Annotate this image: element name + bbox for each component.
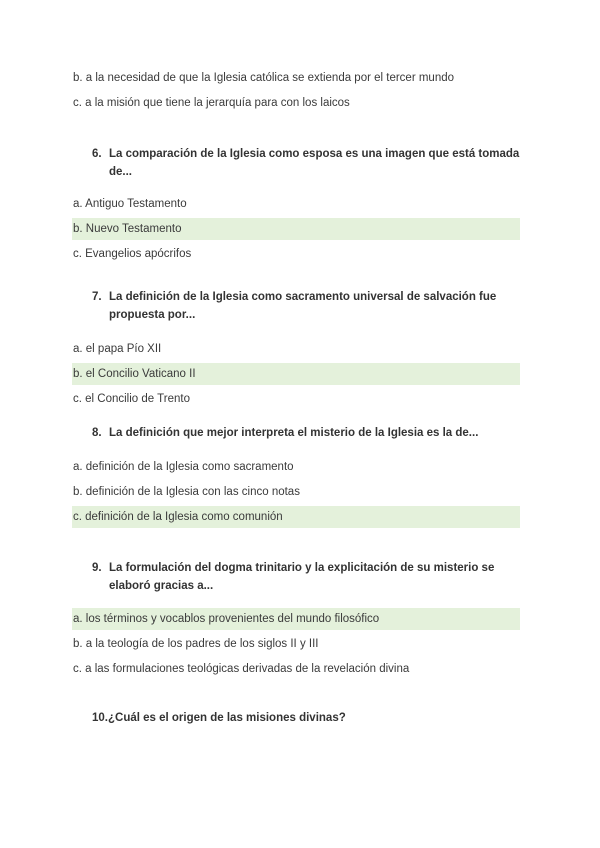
q8-option-b: b. definición de la Iglesia con las cinco notas <box>73 486 300 498</box>
q6-option-b-correct: b. Nuevo Testamento <box>72 218 520 240</box>
q8-option-a: a. definición de la Iglesia como sacramento <box>73 461 294 473</box>
question-6-number: 6. <box>92 148 102 160</box>
question-6 <box>92 146 532 181</box>
question-8 <box>92 425 532 443</box>
question-10-number: 10. <box>92 712 108 724</box>
q5-option-b: b. a la necesidad de que la Iglesia católica se extienda por el tercer mundo <box>73 72 455 84</box>
question-7-text: La definición de la Iglesia como sacramento universal de salvación fue propuesta por... <box>109 291 497 321</box>
question-9-text: La formulación del dogma trinitario y la explicitación de su misterio se elaboró gracias a... <box>109 562 495 592</box>
q6-option-c: c. Evangelios apócrifos <box>73 248 192 260</box>
q9-option-c: c. a las formulaciones teológicas derivadas de la revelación divina <box>73 663 410 675</box>
question-8-text: La definición que mejor interpreta el misterio de la Iglesia es la de... <box>109 427 479 439</box>
question-10-text: ¿Cuál es el origen de las misiones divinas? <box>108 712 346 724</box>
question-8-number: 8. <box>92 427 102 439</box>
q6-option-a: a. Antiguo Testamento <box>73 198 187 210</box>
q8-option-c-correct: c. definición de la Iglesia como comunión <box>72 506 520 528</box>
q7-option-b-correct: b. el Concilio Vaticano II <box>72 363 520 385</box>
q7-option-a: a. el papa Pío XII <box>73 343 162 355</box>
q9-option-b: b. a la teología de los padres de los siglos II y III <box>73 638 319 650</box>
question-10 <box>92 710 532 728</box>
question-6-text: La comparación de la Iglesia como esposa es una imagen que está tomada de... <box>109 148 520 178</box>
q9-option-a-correct: a. los términos y vocablos provenientes del mundo filosófico <box>72 608 520 630</box>
q7-option-c: c. el Concilio de Trento <box>73 393 190 405</box>
q5-option-c: c. a la misión que tiene la jerarquía para con los laicos <box>73 97 350 109</box>
question-9-number: 9. <box>92 562 102 574</box>
question-7 <box>92 289 532 324</box>
question-9 <box>92 560 532 595</box>
question-7-number: 7. <box>92 291 102 303</box>
